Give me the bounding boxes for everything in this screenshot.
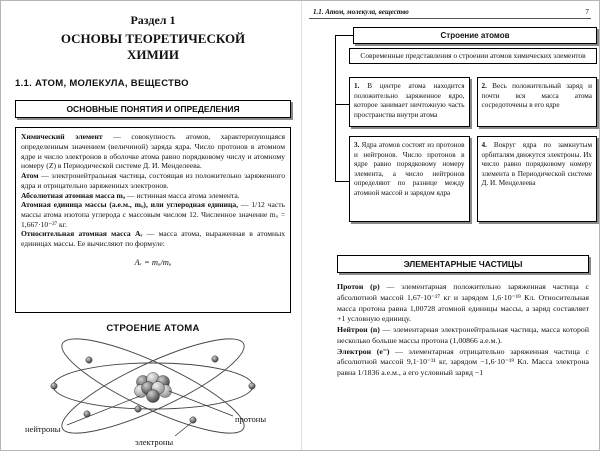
- page-number: 7: [585, 7, 589, 16]
- particle-item: [337, 282, 589, 325]
- particle-term: Нейтрон (n): [337, 325, 380, 334]
- scheme-points-grid: [349, 77, 597, 222]
- nucleus-ball: [147, 390, 160, 403]
- relative-atomic-mass-formula: Aᵣ = mₐ/mᵤ: [134, 256, 172, 267]
- particle-text: — элементарная электронейтральная частица, масса которой несколько больше массы протона (1,00866 а.е.м.).: [337, 325, 589, 345]
- particle-term: Электрон (e⁻): [337, 346, 390, 356]
- atom-diagram: [17, 336, 289, 448]
- electron-dot: [86, 357, 92, 363]
- running-header-title: 1.1. Атом, молекула, вещество: [313, 8, 409, 16]
- atom-structure-heading: СТРОЕНИЕ АТОМА: [106, 323, 200, 335]
- point-text: В центре атома находится положительно заряженное ядро, которое занимает ничтожную часть пространства внутри атома: [354, 82, 465, 119]
- particle-term: Протон (p): [337, 282, 380, 291]
- point-number: 4.: [481, 141, 487, 149]
- definition-text: — 1/12 часть массы атома изотопа углерода с массовым числом 12. Численное значение mᵤ = 1,667·10⁻²⁷ кг.: [21, 200, 285, 229]
- electron-dot: [135, 406, 141, 412]
- scheme-title: Строение атомов: [353, 27, 597, 44]
- definition-item: [21, 200, 285, 229]
- connector-line: [335, 181, 349, 182]
- nucleus: [135, 373, 172, 403]
- right-page: [301, 1, 600, 451]
- particle-text: — элементарная отрицательно заряженная частица с абсолютной массой 9,1·10⁻³¹ кг, зарядом −1,6·10⁻¹⁹ Кл. Масса электрона равна 1/1836 а.е.м., а его условный заряд −1: [337, 346, 590, 377]
- section-title: ОСНОВЫ ТЕОРЕТИЧЕСКОЙ ХИМИИ: [60, 31, 246, 62]
- connector-line: [335, 35, 336, 181]
- running-header: [309, 6, 591, 19]
- neutrons-label: нейтроны: [25, 424, 61, 435]
- definition-item: [21, 229, 285, 248]
- electron-dot: [51, 383, 57, 389]
- definition-item: [21, 191, 285, 201]
- elementary-particles-text: [337, 282, 589, 379]
- electron-dot: [212, 356, 218, 362]
- definition-item: [21, 171, 285, 190]
- point-text: Ядра атомов состоят из протонов и нейтронов. Число протонов в ядре равно порядковому номеру элемента, а число нейтронов определяют по разнице между атомной массой и зарядом ядра: [354, 141, 465, 197]
- electrons-label: электроны: [135, 437, 174, 448]
- definition-term: Химический элемент: [21, 132, 103, 142]
- definition-text: — истинная масса атома элемента.: [125, 190, 240, 200]
- definition-term: Абсолютная атомная масса mₐ: [21, 190, 126, 200]
- point-number: 1.: [354, 82, 360, 90]
- scheme-point-2: [477, 77, 598, 127]
- definitions-box: [15, 127, 291, 313]
- definition-term: Атомная единица массы (а.е.м., mᵤ), или углеродная единица,: [21, 200, 239, 210]
- electron-dot: [190, 417, 196, 423]
- scheme-subtitle: Современные представления о строении атомов химических элементов: [349, 48, 597, 64]
- electron-dot: [249, 383, 255, 389]
- definitions-box-title: ОСНОВНЫЕ ПОНЯТИЯ И ОПРЕДЕЛЕНИЯ: [15, 100, 291, 118]
- definition-term: Относительная атомная масса Aᵣ: [21, 229, 143, 239]
- particle-text: — элементарная положительно заряженная частица с абсолютной массой 1,67·10⁻²⁷ кг и зарядом 1,6·10⁻¹⁹ Кл. Относительная масса протона равна 1,00728 атомной единицы массы, а заряд составляет +1 условную единицу.: [337, 282, 589, 324]
- definition-term: Атом: [21, 171, 39, 181]
- subsection-title: 1.1. АТОМ, МОЛЕКУЛА, ВЕЩЕСТВО: [15, 78, 189, 90]
- atom-diagram-wrap: [15, 336, 291, 451]
- definition-text: — совокупность атомов, характеризующаяся определенным значением (величиной) заряда ядра. Число протонов в атомном ядре и число электронов в оболочке атома равно порядковому числу и атомному номеру (Z) в Периодической системе Д. И. Менделеева.: [21, 132, 285, 171]
- atom-structure-scheme: [309, 27, 591, 239]
- particle-item: [337, 325, 589, 347]
- definition-text: — электронейтральная частица, состоящая из положительно заряженного ядра и отрицательно заряженных электронов.: [21, 171, 285, 190]
- section-label: Раздел 1: [130, 13, 176, 27]
- particle-item: [337, 347, 589, 379]
- definition-text: — масса атома, выраженная в атомных единицах массы. Ее вычисляют по формуле:: [21, 229, 285, 249]
- point-text: Весь положительный заряд и почти вся масса атома сосредоточены в его ядре: [481, 82, 592, 109]
- left-page: [1, 1, 301, 451]
- point-text: Вокруг ядра по замкнутым орбиталям движутся электроны. Их число равно порядковому номеру элемента в Периодической системе Д. И. Менделеева: [481, 141, 592, 187]
- point-number: 2.: [481, 82, 487, 90]
- point-number: 3.: [354, 141, 360, 149]
- connector-line: [335, 35, 353, 36]
- scheme-point-1: [349, 77, 470, 127]
- protons-label: протоны: [235, 414, 267, 425]
- connector-line: [335, 104, 349, 105]
- scheme-point-3: [349, 136, 470, 222]
- elementary-particles-title: ЭЛЕМЕНТАРНЫЕ ЧАСТИЦЫ: [337, 255, 589, 273]
- scheme-point-4: [477, 136, 598, 222]
- definition-item: [21, 132, 285, 171]
